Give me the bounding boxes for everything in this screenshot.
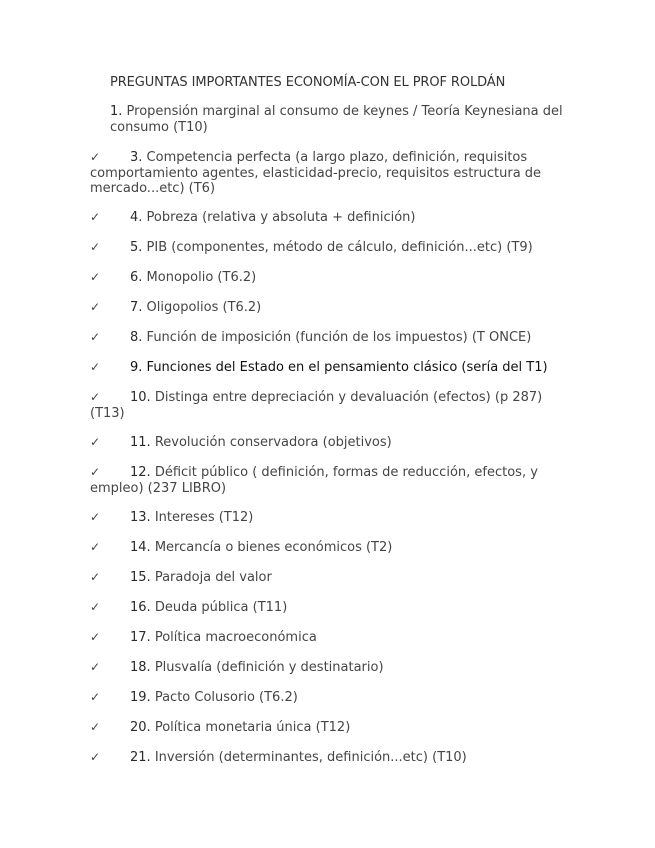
item-number: 8. [130,330,143,345]
list-item-15 [90,570,570,586]
check-mark-icon: ✓ [90,390,101,404]
check-mark-icon: ✓ [90,300,101,314]
list-item-19 [90,690,570,706]
item-number: 18. [130,660,151,675]
item-text: Inversión (determinantes, definición...etc) (T10) [154,750,467,765]
list-item-17 [90,630,570,646]
list-item-18 [90,660,570,676]
list-item-9 [90,360,570,376]
check-mark-icon: ✓ [90,150,101,164]
item-number: 11. [130,435,151,450]
check-mark-icon: ✓ [90,570,101,584]
item-text: Política macroeconómica [154,630,317,645]
list-item-21 [90,750,570,766]
list-item-6 [90,270,570,286]
list-item-20 [90,720,570,736]
item-number: 3. [130,150,143,165]
item-text: Distinga entre depreciación y devaluación (efectos) (p 287) (T13) [90,390,543,421]
check-mark-icon: ✓ [90,360,101,374]
item-text: Pobreza (relativa y absoluta + definición) [146,210,416,225]
item-text: Mercancía o bienes económicos (T2) [154,540,393,555]
item-number: 5. [130,240,143,255]
list-item-5 [90,240,570,256]
check-mark-icon: ✓ [90,600,101,614]
item-text: Déficit público ( definición, formas de reducción, efectos, y empleo) (237 LIBRO) [90,465,538,496]
list-item-10 [90,390,570,421]
item-number: 19. [130,690,151,705]
check-mark-icon: ✓ [90,465,101,479]
item-text: Deuda pública (T11) [154,600,288,615]
check-mark-icon: ✓ [90,435,101,449]
check-mark-icon: ✓ [90,720,101,734]
item-text: Funciones del Estado en el pensamiento clásico (sería del T1) [146,360,548,375]
item-text: Pacto Colusorio (T6.2) [154,690,298,705]
item-number: 20. [130,720,151,735]
check-mark-icon: ✓ [90,330,101,344]
list-item-16 [90,600,570,616]
item-text: Revolución conservadora (objetivos) [154,435,392,450]
item-text: Intereses (T12) [154,510,254,525]
item-number: 10. [130,390,151,405]
item-text: Función de imposición (función de los impuestos) (T ONCE) [146,330,532,345]
item-text: Monopolio (T6.2) [146,270,257,285]
item-number: 6. [130,270,143,285]
check-mark-icon: ✓ [90,630,101,644]
item-number: 17. [130,630,151,645]
item-text: Paradoja del valor [154,570,272,585]
check-mark-icon: ✓ [90,510,101,524]
list-item-12 [90,465,570,496]
item-text: Plusvalía (definición y destinatario) [154,660,384,675]
item-number: 7. [130,300,143,315]
list-item-11 [90,435,570,451]
list-item-8 [90,330,570,346]
check-mark-icon: ✓ [90,750,101,764]
item-number: 9. [130,360,143,375]
list-item-13 [90,510,570,526]
item-number: 4. [130,210,143,225]
list-item-4 [90,210,570,226]
item-number: 1. [110,104,123,119]
check-mark-icon: ✓ [90,210,101,224]
item-number: 14. [130,540,151,555]
item-number: 13. [130,510,151,525]
list-item-1 [110,104,570,135]
check-mark-icon: ✓ [90,240,101,254]
list-item-7 [90,300,570,316]
list-item-14 [90,540,570,556]
check-mark-icon: ✓ [90,690,101,704]
check-mark-icon: ✓ [90,660,101,674]
item-number: 12. [130,465,151,480]
document-title: PREGUNTAS IMPORTANTES ECONOMÍA-CON EL PROF ROLDÁN [110,75,506,90]
item-text: Propensión marginal al consumo de keynes / Teoría Keynesiana del consumo (T10) [110,104,563,135]
item-number: 15. [130,570,151,585]
check-mark-icon: ✓ [90,270,101,284]
item-text: PIB (componentes, método de cálculo, definición...etc) (T9) [146,240,533,255]
check-mark-icon: ✓ [90,540,101,554]
item-number: 21. [130,750,151,765]
item-number: 16. [130,600,151,615]
item-text: Política monetaria única (T12) [154,720,351,735]
list-item-3 [90,150,570,197]
item-text: Oligopolios (T6.2) [146,300,262,315]
item-text: Competencia perfecta (a largo plazo, definición, requisitos comportamiento agentes, elasticidad-precio, requisitos estructura de mercado...etc) (T6) [90,150,542,196]
